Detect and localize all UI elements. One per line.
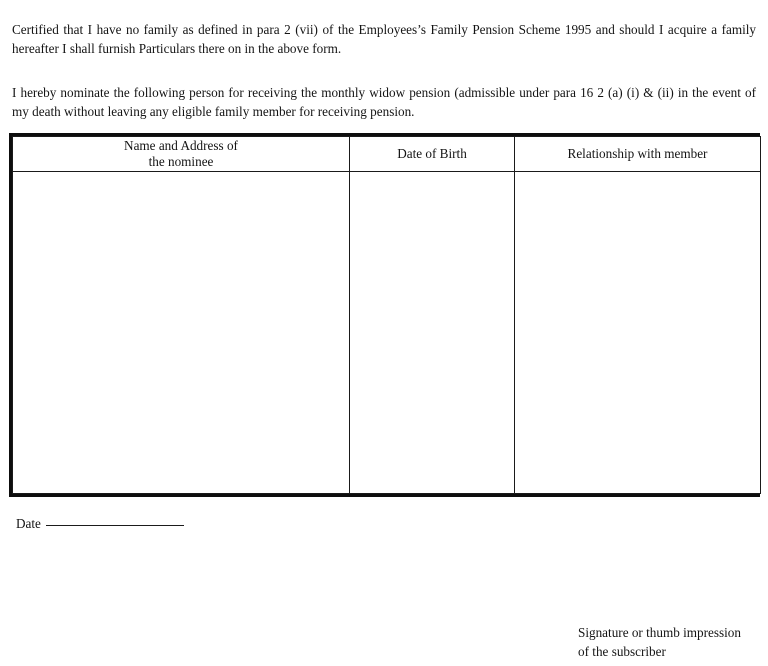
table-header-row	[13, 137, 761, 172]
nominee-table-header	[13, 137, 761, 172]
nomination-paragraph: I hereby nominate the following person for receiving the monthly widow pension (admissible under para 16 2 (a) (i) & (ii) in the event of my death without leaving any eligible family member for receiving pension.	[12, 85, 756, 119]
column-header-name-address-line2: the nominee	[148, 154, 214, 169]
column-header-name-address	[13, 137, 350, 172]
date-input-rule[interactable]	[46, 516, 184, 526]
signature-block	[578, 624, 764, 661]
nominee-table	[12, 136, 761, 494]
cell-relationship[interactable]	[515, 172, 761, 494]
column-header-relationship: Relationship with member	[515, 137, 761, 172]
cell-date-of-birth[interactable]	[350, 172, 515, 494]
column-header-date-of-birth: Date of Birth	[350, 137, 515, 172]
certification-paragraph: Certified that I have no family as defined in para 2 (vii) of the Employees’s Family Pension Scheme 1995 and should I acquire a family hereafter I shall furnish Particulars there on in the above form.	[12, 22, 756, 56]
table-row	[13, 172, 761, 494]
date-label: Date	[16, 516, 41, 531]
column-header-name-address-line1: Name and Address of	[124, 137, 238, 153]
date-field-row	[16, 515, 184, 533]
signature-label-line1: Signature or thumb impression	[578, 625, 741, 640]
nominee-table-body	[13, 172, 761, 494]
signature-label-line2: of the subscriber	[578, 643, 666, 659]
nominee-table-container	[9, 133, 760, 497]
cell-name-address[interactable]	[13, 172, 350, 494]
